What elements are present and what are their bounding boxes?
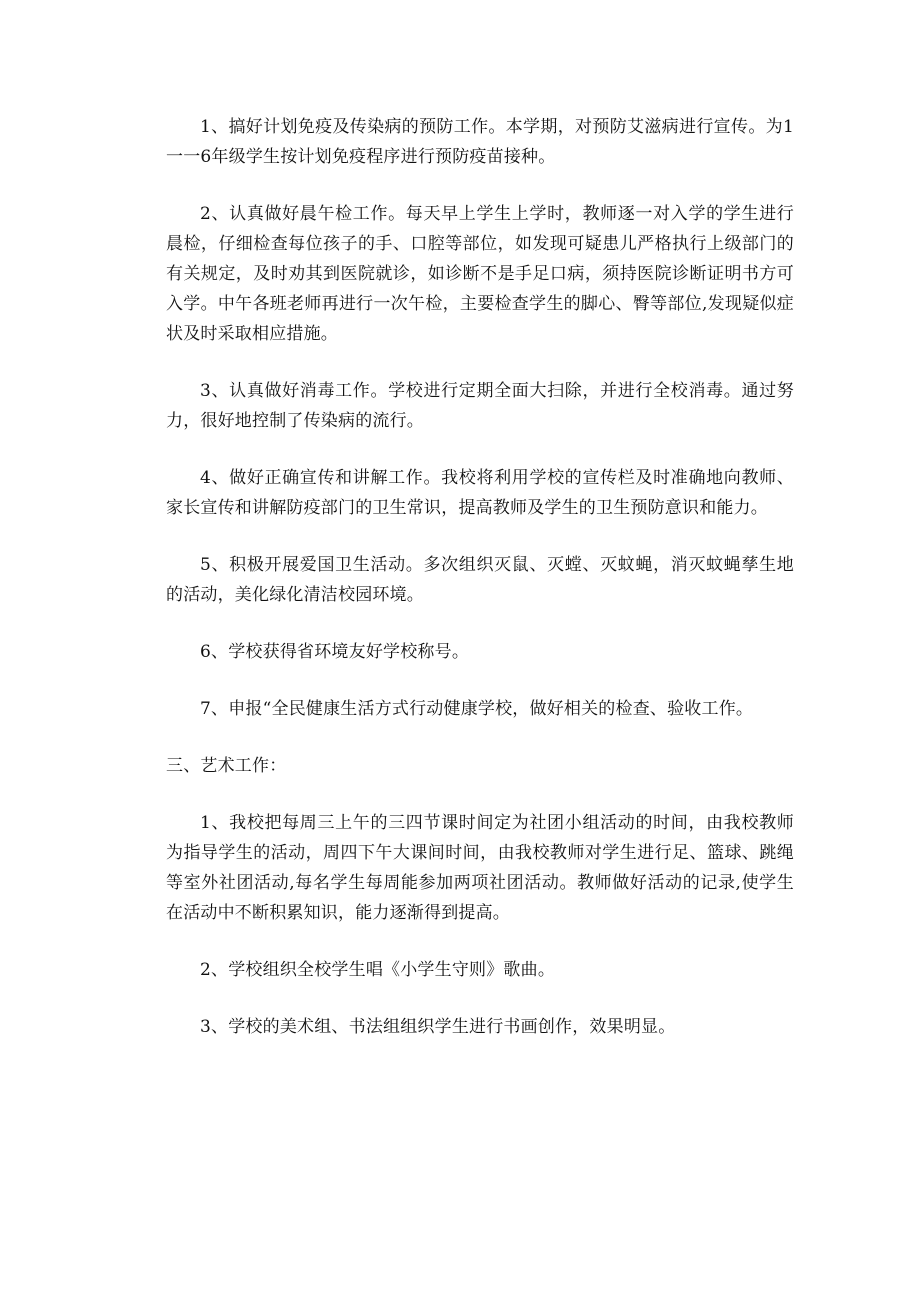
- paragraph-healthy-school: 7、申报“全民健康生活方式行动健康学校，做好相关的检查、验收工作。: [200, 699, 754, 719]
- paragraph-morning-check: 2、认真做好晨午检工作。每天早上学生上学时，教师逐一对入学的学生进行晨检，仔细检查每位孩子的手、口腔等部位，如发现可疑患儿严格执行上级部门的有关规定，及时劝其到医院就诊，如诊断不是手足口病，须持医院诊断证明书方可入学。中午各班老师再进行一次午检，主要检查学生的脚心、臀等部位,发现疑似症状及时采取相应措施。: [166, 204, 794, 344]
- paragraph-publicity: 4、做好正确宣传和讲解工作。我校将利用学校的宣传栏及时准确地向教师、家长宣传和讲解防疫部门的卫生常识，提高教师及学生的卫生预防意识和能力。: [166, 468, 794, 518]
- section-heading-art: 三、艺术工作：: [166, 756, 287, 776]
- paragraph-patriotic-health: 5、积极开展爱国卫生活动。多次组织灭鼠、灭螳、灭蚊蝇，消灭蚊蝇孳生地的活动，美化绿化清洁校园环境。: [166, 555, 794, 605]
- paragraph-environment-award: 6、学校获得省环境友好学校称号。: [200, 642, 470, 662]
- paragraph-club-activities: 1、我校把每周三上午的三四节课时间定为社团小组活动的时间，由我校教师为指导学生的活动，周四下午大课间时间，由我校教师对学生进行足、篮球、跳绳等室外社团活动,每名学生每周能参加两项社团活动。教师做好活动的记录,使学生在活动中不断积累知识，能力逐渐得到提高。: [166, 813, 794, 923]
- paragraph-disinfection: 3、认真做好消毒工作。学校进行定期全面大扫除，并进行全校消毒。通过努力，很好地控制了传染病的流行。: [166, 381, 794, 431]
- paragraph-calligraphy: 3、学校的美术组、书法组组织学生进行书画创作，效果明显。: [200, 1017, 676, 1037]
- document-page: [166, 112, 794, 1069]
- paragraph-song: 2、学校组织全校学生唱《小学生守则》歌曲。: [200, 960, 556, 980]
- paragraph-immunization: 1、搞好计划免疫及传染病的预防工作。本学期，对预防艾滋病进行宣传。为1一一6年级学生按计划免疫程序进行预防疫苗接种。: [166, 117, 794, 167]
